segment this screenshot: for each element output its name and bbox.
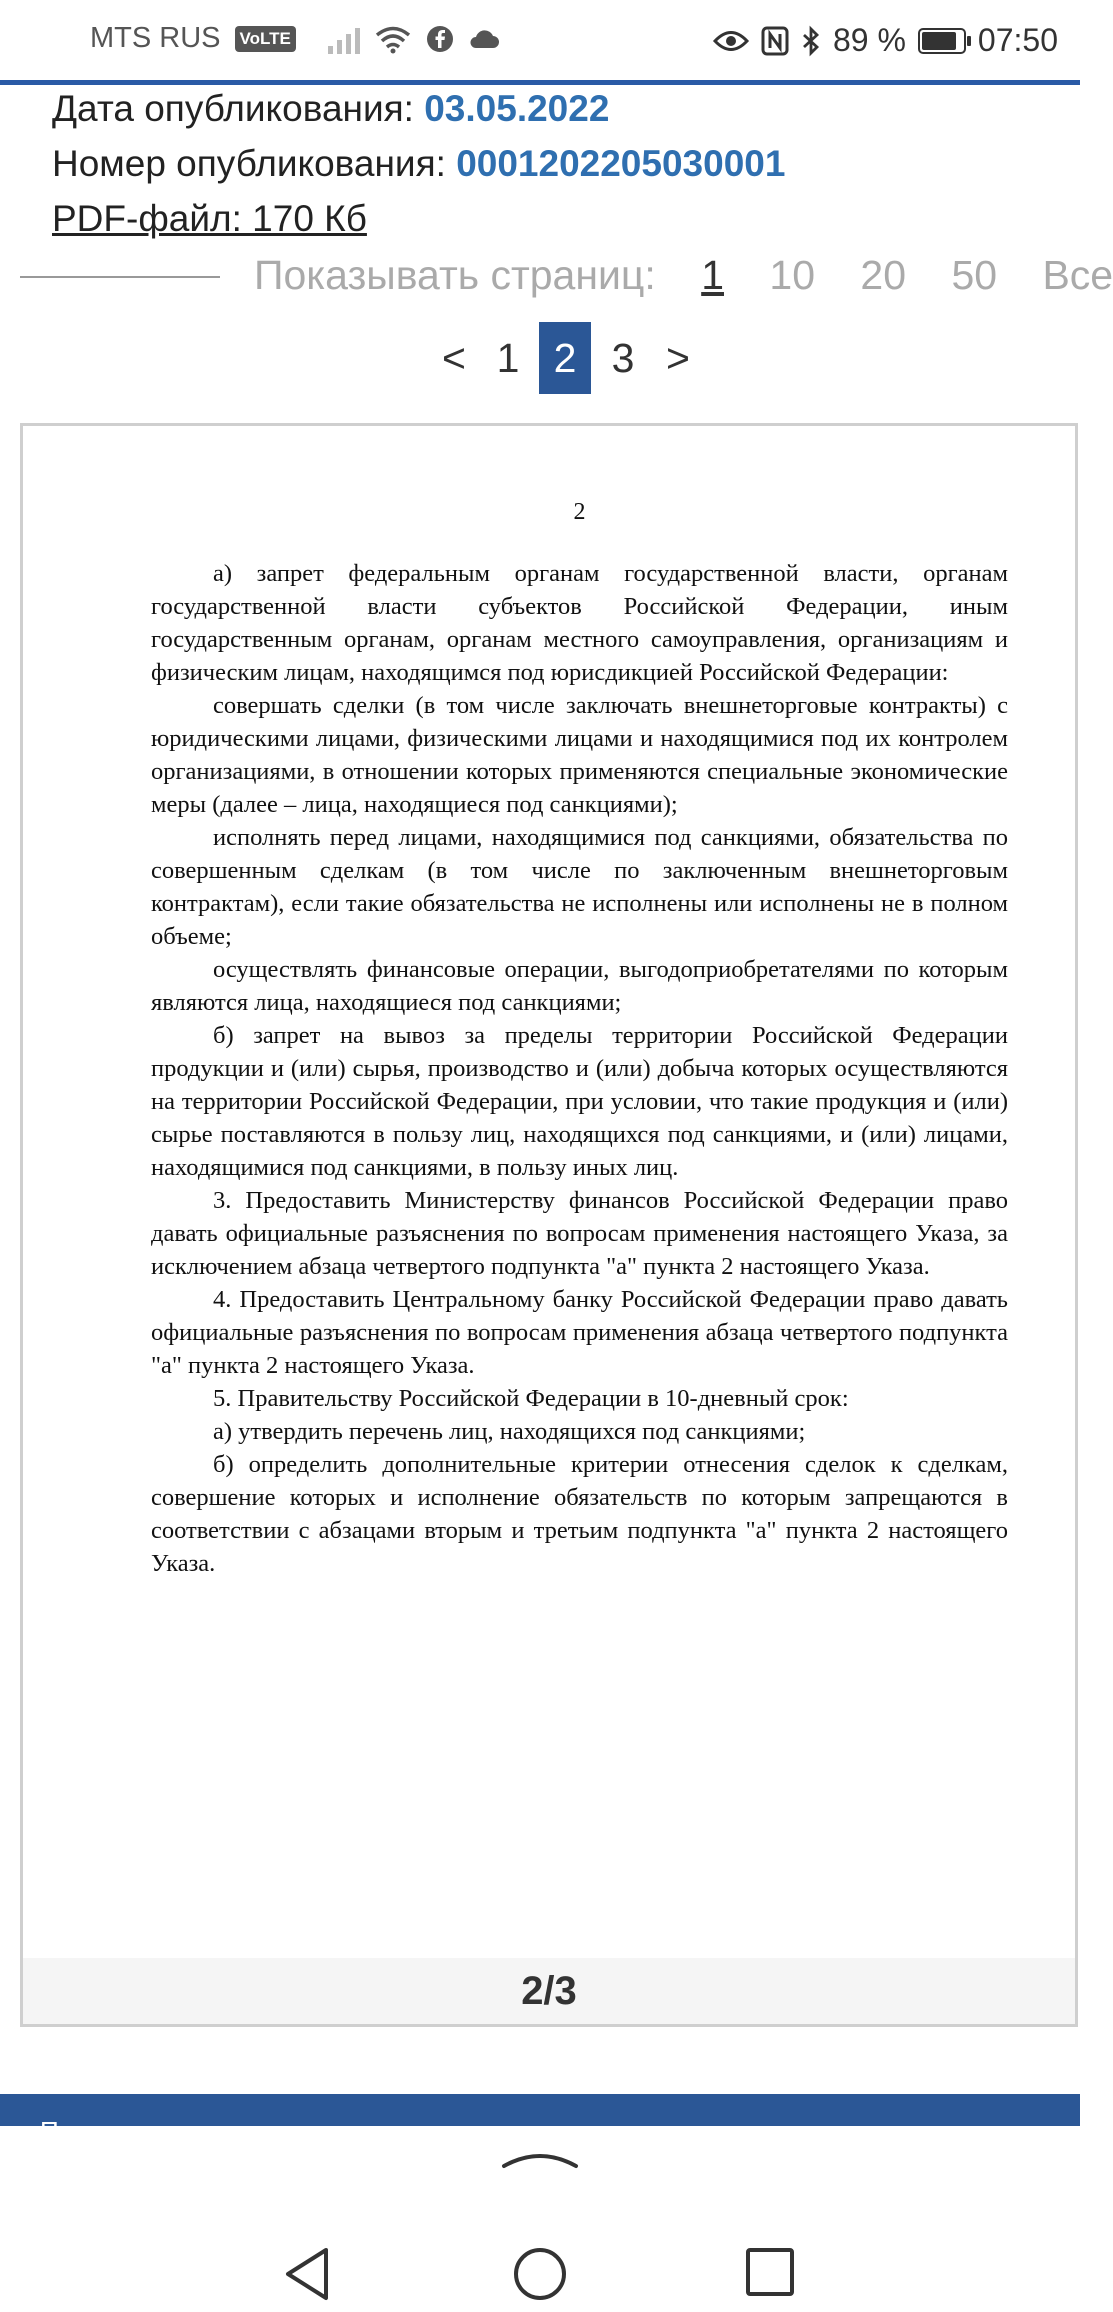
navigation-bar [0,2126,1080,2312]
doc-paragraph: а) запрет федеральным органам государственной власти, органам государственной власти субъектов Российской Федерации, иным государственным органам, органам местного самоуправления, организациям и физическим лицам, находящимся под юрисдикцией Российской Федерации: [151,560,1008,686]
volte-badge: VoLTE [235,26,296,52]
back-icon[interactable] [282,2246,332,2302]
document-page [151,496,1008,1580]
doc-paragraph: б) определить дополнительные критерии отнесения сделок к сделкам, совершение которых и исполнение обязательств по которым запрещаются в соответствии с абзацами вторым и третьим подпункта "а" пункта 2 настоящего Указа. [151,1451,1008,1577]
bluetooth-icon [801,26,821,56]
carrier-name: MTS RUS [90,22,221,54]
pages-option-50[interactable]: 50 [951,252,998,298]
battery-icon [918,28,966,54]
publication-date-label: Дата опубликования: [52,88,425,129]
signal-icon [328,24,360,54]
page-link-1[interactable]: 1 [496,335,520,381]
home-icon[interactable] [512,2246,568,2302]
pdf-viewer[interactable] [20,423,1078,2027]
doc-paragraph: 3. Предоставить Министерству финансов Российской Федерации право давать официальные разъяснения по вопросам применения настоящего Указа, за исключением абзаца четвертого подпункта "а" пункта 2 настоящего Указа. [151,1187,1008,1280]
facebook-icon [426,25,454,53]
publication-number-row [52,143,785,185]
pdf-file-row [52,198,367,240]
pages-per-view [254,252,1113,299]
page-link-3[interactable]: 3 [611,335,635,381]
pdf-file-link[interactable]: PDF-файл: 170 Кб [52,198,367,239]
next-page-button[interactable]: > [666,335,690,381]
doc-paragraph: а) утвердить перечень лиц, находящихся под санкциями; [213,1418,806,1445]
doc-paragraph: исполнять перед лицами, находящимися под санкциями, обязательства по совершенным сделкам (в том числе по заключенным внешнеторговым контрактам), если такие обязательства не исполнены или исполнены не в полном объеме; [151,824,1008,950]
pages-option-all[interactable]: Все [1042,252,1113,298]
footer-strip [0,2094,1080,2126]
recents-icon[interactable] [744,2246,796,2298]
pagination [0,322,1080,394]
page-link-2-current[interactable]: 2 [539,322,591,394]
eye-icon [713,28,749,54]
pages-per-view-label: Показывать страниц: [254,252,656,298]
status-left [90,22,500,55]
clock: 07:50 [977,22,1058,58]
document-page-number: 2 [573,499,586,525]
wifi-icon [374,24,412,54]
publication-date-value: 03.05.2022 [424,88,610,129]
doc-paragraph: осуществлять финансовые операции, выгодоприобретателями по которым являются лица, находящиеся под санкциями; [151,956,1008,1016]
chevron-up-icon[interactable] [500,2146,580,2170]
pages-option-1[interactable]: 1 [701,252,724,298]
doc-paragraph: 5. Правительству Российской Федерации в 10-дневный срок: [213,1385,849,1412]
status-right [713,22,1058,59]
prev-page-button[interactable]: < [442,335,466,381]
publication-date-row [52,88,609,130]
header-divider [0,80,1080,85]
battery-percent: 89 % [832,22,906,58]
pages-option-10[interactable]: 10 [769,252,816,298]
status-bar [0,0,1080,80]
cloud-icon [468,27,500,51]
doc-paragraph: 4. Предоставить Центральному банку Российской Федерации право давать официальные разъяснения по вопросам применения абзаца четвертого подпункта "а" пункта 2 настоящего Указа. [151,1286,1008,1379]
nfc-icon [761,26,789,56]
pages-per-view-divider [20,276,220,278]
doc-paragraph: б) запрет на вывоз за пределы территории Российской Федерации продукции и (или) сырья, производство и (или) добыча которых осуществляются на территории Российской Федерации, при условии, что такие продукция и (или) сырье поставляются в пользу лиц, находящихся под санкциями, и (или) лицами, находящимися под санкциями, в пользу иных лиц. [151,1022,1008,1181]
publication-number-value: 0001202205030001 [456,143,786,184]
doc-paragraph: совершать сделки (в том числе заключать внешнеторговые контракты) с юридическими лицами, физическими лицами и находящимися под их контролем организациями, в отношении которых применяются специальные экономические меры (далее – лица, находящиеся под санкциями); [151,692,1008,818]
page-counter: 2/3 [23,1958,1075,2024]
pages-option-20[interactable]: 20 [860,252,907,298]
publication-number-label: Номер опубликования: [52,143,457,184]
